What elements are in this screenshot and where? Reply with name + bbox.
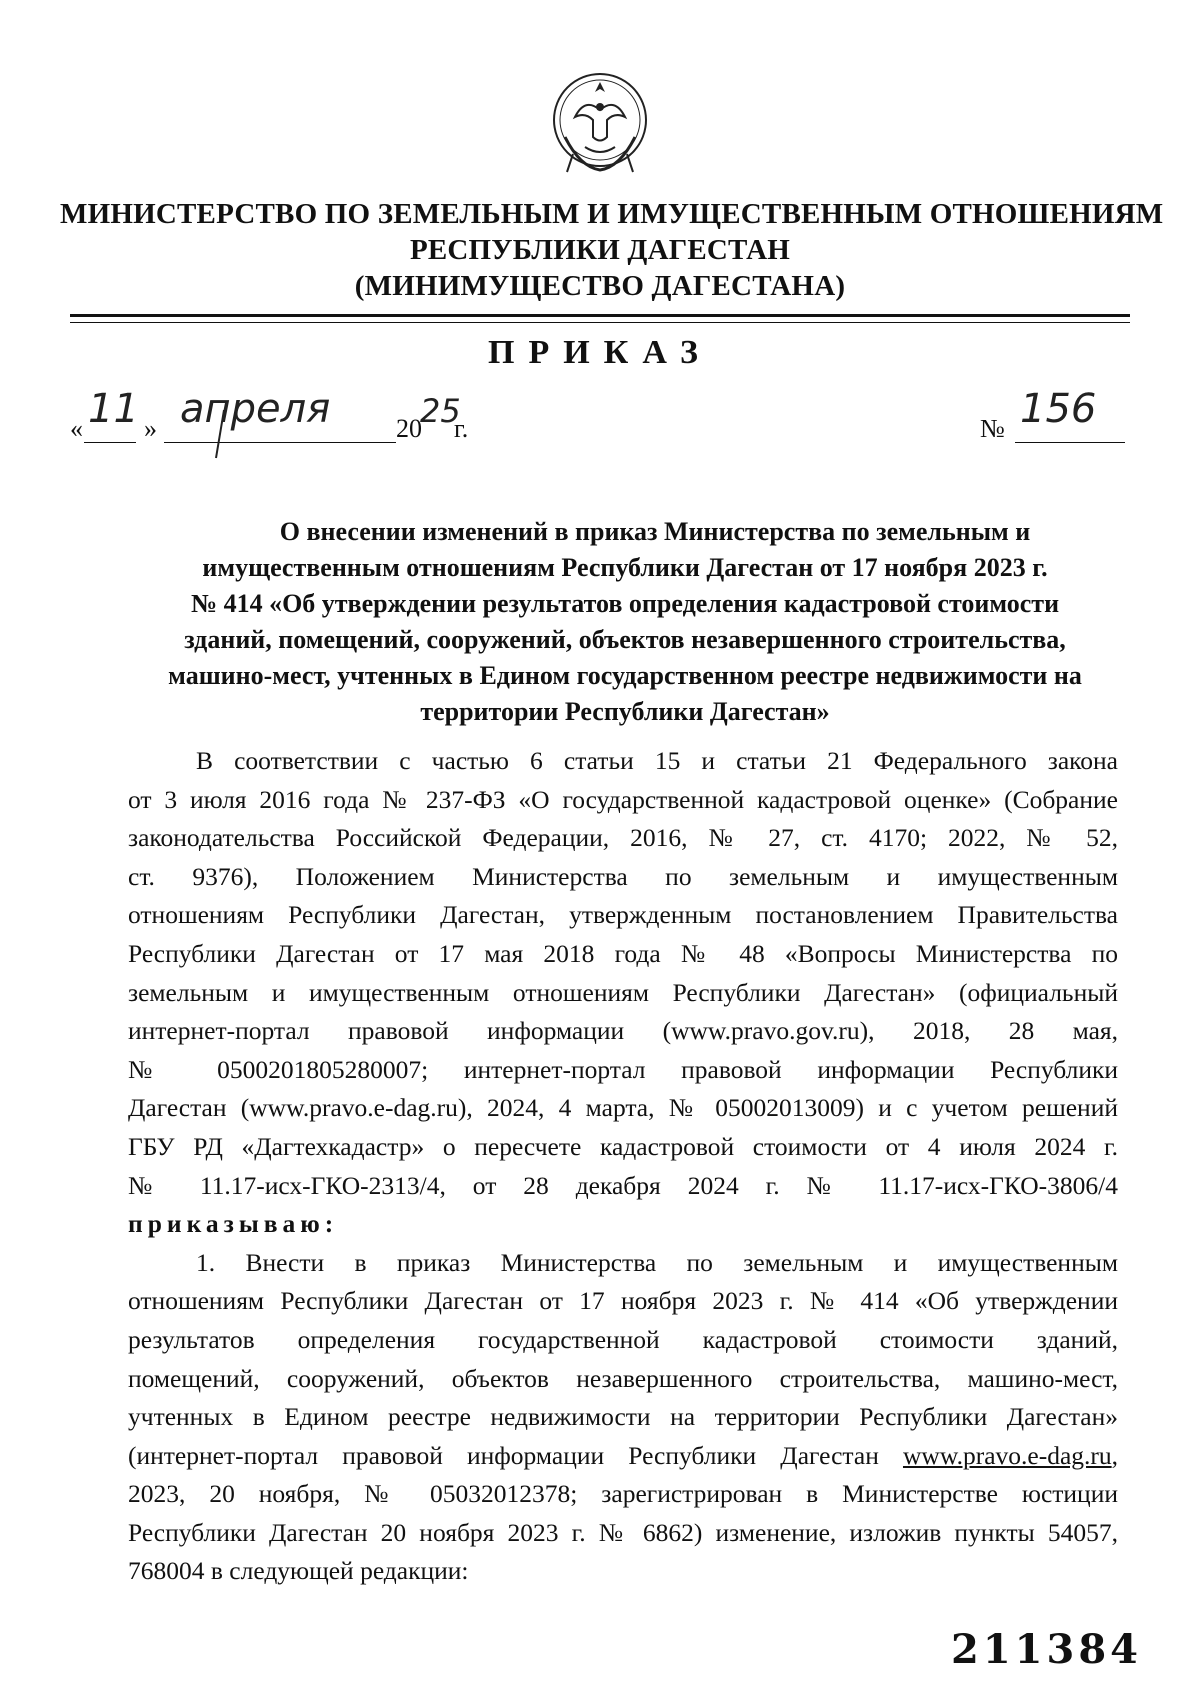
coat-of-arms-emblem — [545, 62, 655, 180]
date-day: 11 — [88, 386, 139, 432]
body-line: 2023, 20 ноября, № 05032012378; зарегистрирован в Министерстве юстиции — [128, 1479, 1118, 1509]
body-line: 768004 в следующей редакции: — [128, 1556, 469, 1586]
body-line: земельным и имущественным отношениям Республики Дагестан» (официальный — [128, 977, 1118, 1007]
year-unit: г. — [454, 414, 469, 443]
body-line: В соответствии с частью 6 статьи 15 и статьи 21 Федерального закона — [196, 746, 1118, 775]
body-text: (интернет-портал правовой информации Республики Дагестан — [128, 1440, 879, 1470]
body-text: , — [1111, 1440, 1118, 1470]
order-body — [128, 742, 1118, 1591]
order-dateline — [70, 388, 1130, 458]
subject-line: машино-мест, учтенных в Едином государственном реестре недвижимости на — [168, 661, 1082, 690]
body-line: законодательства Российской Федерации, 2016, № 27, ст. 4170; 2022, № 52, — [128, 823, 1118, 853]
body-line: помещений, сооружений, объектов незавершенного строительства, машино-мест, — [128, 1363, 1118, 1393]
body-line: ст. 9376), Положением Министерства по земельным и имущественным — [128, 861, 1118, 891]
body-line: Республики Дагестан от 17 мая 2018 года № 48 «Вопросы Министерства по — [128, 938, 1118, 968]
body-line: № 11.17-исх-ГКО-2313/4, от 28 декабря 2024 г. № 11.17-исх-ГКО-3806/4 — [128, 1170, 1118, 1200]
order-verb: приказываю: — [128, 1209, 339, 1239]
ministry-header — [60, 196, 1164, 304]
body-line: 1. Внести в приказ Министерства по земельным и имущественным — [196, 1247, 1118, 1277]
signature-stroke — [210, 408, 230, 460]
date-open-quote: « — [70, 414, 83, 443]
body-line: Дагестан (www.pravo.e-dag.ru), 2024, 4 марта, № 05002013009) и с учетом решений — [128, 1093, 1118, 1123]
body-line: отношениям Республики Дагестан, утвержденным постановлением Правительства — [128, 900, 1118, 930]
body-line: Республики Дагестан 20 ноября 2023 г. № 6862) изменение, изложив пункты 54057, — [128, 1517, 1118, 1547]
number-underline — [1015, 442, 1125, 443]
number-sign: № — [980, 414, 1005, 443]
body-line: от 3 июля 2016 года № 237-ФЗ «О государственной кадастровой оценке» (Собрание — [128, 784, 1118, 814]
year-prefix: 20 — [396, 414, 422, 443]
header-line-2: РЕСПУБЛИКИ ДАГЕСТАН — [409, 234, 791, 266]
body-line: интернет-портал правовой информации (www.pravo.gov.ru), 2018, 28 мая, — [128, 1016, 1118, 1046]
subject-line: зданий, помещений, сооружений, объектов незавершенного строительства, — [184, 625, 1066, 654]
subject-line: имущественным отношениям Республики Дагестан от 17 ноября 2023 г. — [202, 553, 1048, 582]
body-line: отношениям Республики Дагестан от 17 ноября 2023 г. № 414 «Об утверждении — [128, 1286, 1118, 1316]
body-line-with-link — [128, 1437, 1118, 1476]
header-line-3: (МИНИМУЩЕСТВО ДАГЕСТАНА) — [354, 270, 846, 302]
date-month: апреля — [180, 386, 331, 432]
body-line: результатов определения государственной кадастровой стоимости зданий, — [128, 1324, 1118, 1354]
year-suffix: 25 — [420, 392, 461, 430]
header-rule-thick — [70, 314, 1130, 317]
document-title: ПРИКАЗ — [488, 334, 712, 371]
month-underline — [164, 442, 396, 443]
day-underline — [84, 442, 136, 443]
body-line: № 0500201805280007; интернет-портал правовой информации Республики — [128, 1054, 1118, 1084]
stamp-number: 211384 — [951, 1626, 1142, 1673]
pravo-link[interactable]: www.pravo.e-dag.ru — [902, 1440, 1112, 1470]
order-number: 156 — [1020, 386, 1097, 432]
body-line: учтенных в Едином реестре недвижимости на территории Республики Дагестан» — [128, 1402, 1118, 1432]
subject-line: О внесении изменений в приказ Министерства по земельным и — [279, 517, 1031, 546]
body-line: ГБУ РД «Дагтехкадастр» о пересчете кадастровой стоимости от 4 июля 2024 г. — [128, 1131, 1118, 1161]
header-line-1: МИНИСТЕРСТВО ПО ЗЕМЕЛЬНЫМ И ИМУЩЕСТВЕННЫМ ОТНОШЕНИЯМ — [60, 198, 1164, 230]
date-close-quote: » — [144, 414, 157, 443]
subject-line: № 414 «Об утверждении результатов определения кадастровой стоимости — [190, 589, 1060, 618]
header-rule-thin — [70, 322, 1130, 323]
subject-line: территории Республики Дагестан» — [420, 697, 830, 726]
order-subject — [130, 514, 1120, 730]
